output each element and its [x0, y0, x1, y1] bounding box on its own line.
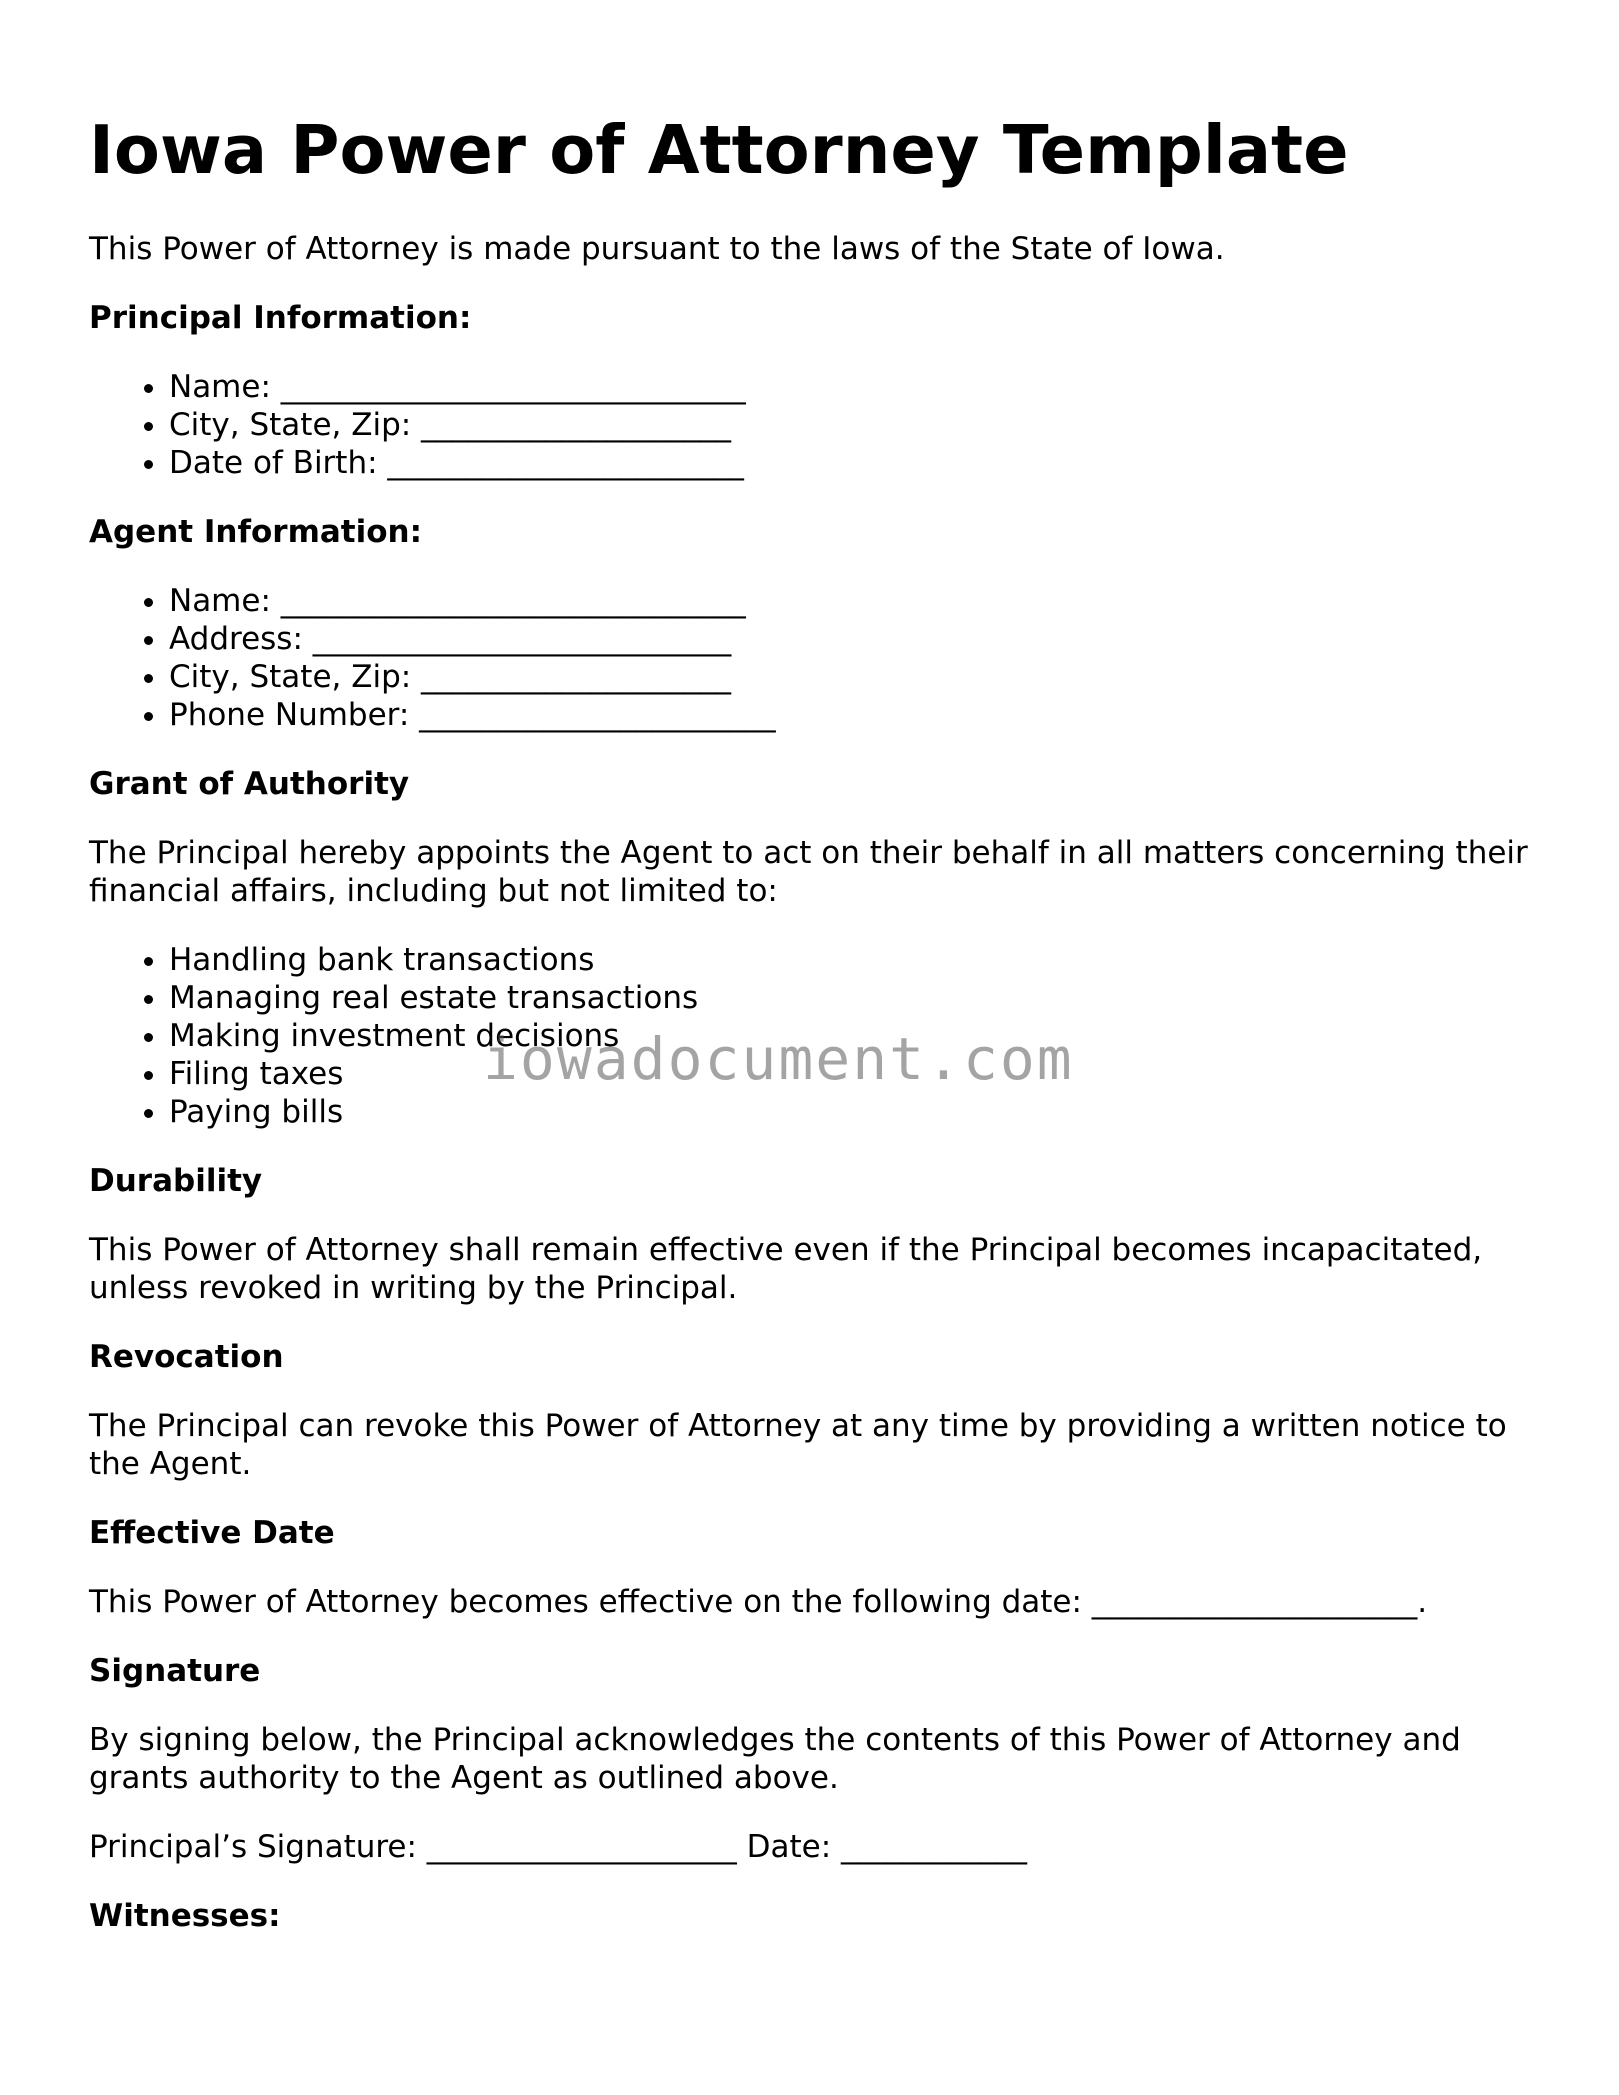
- principal-dob-field: • Date of Birth: _______________________: [169, 444, 1529, 482]
- watermark: iowadocument.com: [483, 1025, 1074, 1093]
- durability-heading: Durability: [89, 1163, 263, 1199]
- grant-heading: Grant of Authority: [89, 766, 410, 802]
- revocation-heading: Revocation: [89, 1339, 284, 1375]
- page-title: Iowa Power of Attorney Template: [89, 111, 1349, 189]
- effective-date-paragraph: This Power of Attorney becomes effective on the following date: _____________________.: [89, 1584, 1428, 1620]
- list-item: • Filing taxes: [169, 1055, 1529, 1093]
- agent-city-field: • City, State, Zip: ____________________: [169, 658, 1529, 696]
- grant-paragraph: The Principal hereby appoints the Agent to act on their behalf in all matters concerning their financial affairs, including but not limited to:: [89, 835, 1528, 909]
- document-body: [89, 230, 1529, 1966]
- list-item: • Paying bills: [169, 1093, 1529, 1131]
- principal-fields-list: [89, 368, 1529, 482]
- effective-date-heading: Effective Date: [89, 1515, 335, 1551]
- agent-name-field: • Name: ______________________________: [169, 582, 1529, 620]
- principal-heading: Principal Information:: [89, 300, 472, 336]
- grant-items-list: [89, 941, 1529, 1131]
- intro-paragraph: This Power of Attorney is made pursuant to the laws of the State of Iowa.: [89, 231, 1225, 267]
- agent-address-field: • Address: ___________________________: [169, 620, 1529, 658]
- witnesses-heading: Witnesses:: [89, 1898, 281, 1934]
- signature-line: Principal’s Signature: ____________________ Date: ____________: [89, 1829, 1028, 1865]
- principal-name-field: • Name: ______________________________: [169, 368, 1529, 406]
- list-item: • Managing real estate transactions: [169, 979, 1529, 1017]
- signature-paragraph: By signing below, the Principal acknowledges the contents of this Power of Attorney and grants authority to the Agent as outlined above.: [89, 1722, 1461, 1796]
- durability-paragraph: This Power of Attorney shall remain effective even if the Principal becomes incapacitated, unless revoked in writing by the Principal.: [89, 1232, 1483, 1306]
- principal-city-field: • City, State, Zip: ____________________: [169, 406, 1529, 444]
- list-item: • Handling bank transactions: [169, 941, 1529, 979]
- revocation-paragraph: The Principal can revoke this Power of Attorney at any time by providing a written notice to the Agent.: [89, 1408, 1507, 1482]
- signature-heading: Signature: [89, 1653, 261, 1689]
- agent-heading: Agent Information:: [89, 514, 422, 550]
- list-item: • Making investment decisions: [169, 1017, 1529, 1055]
- agent-fields-list: [89, 582, 1529, 734]
- agent-phone-field: • Phone Number: _______________________: [169, 696, 1529, 734]
